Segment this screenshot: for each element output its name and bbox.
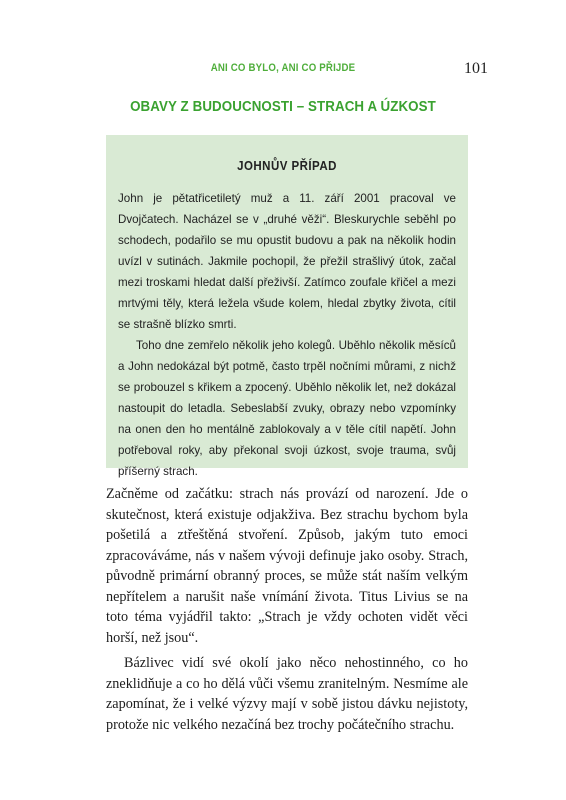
running-title: ANI CO BYLO, ANI CO PŘIJDE [210,62,356,74]
body-paragraph: Bázlivec vidí své okolí jako něco nehostinného, co ho zneklidňuje a co ho dělá vůči všemu zranitelným. Nesmíme ale zapomínat, že i velké výzvy mají v sobě jistou dávku nejistoty, protože nic velkého nezačíná bez trochy počátečního strachu. [106,655,468,733]
case-study-body [118,188,456,482]
case-study-box [106,135,468,478]
case-study-title: JOHNŮV PŘÍPAD [237,159,337,173]
main-text [106,484,468,735]
page-number: 101 [464,60,488,77]
section-title: OBAVY Z BUDOUCNOSTI – STRACH A ÚZKOST [130,99,436,115]
running-header [0,60,566,80]
case-paragraph: Toho dne zemřelo několik jeho kolegů. Uběhlo několik měsíců a John nedokázal být potmě, často trpěl nočními můrami, z nichž se probouzel s křikem a zpocený. Uběhlo několik let, než dokázal nastoupit do letadla. Sebeslabší zvuky, obrazy nebo vzpomínky na onen den ho mentálně zablokovaly a v těle cítil napětí. John potřeboval roky, aby překonal svoji úzkost, svoje trauma, svůj příšerný strach. [118,339,456,478]
case-paragraph: John je pětatřicetiletý muž a 11. září 2001 pracoval ve Dvojčatech. Nacházel se v „druhé věži“. Bleskurychle seběhl po schodech, podařilo se mu opustit budovu a pak na několik hodin uvízl v sutinách. Jakmile pochopil, že přežil strašlivý útok, začal mezi troskami hledat další přeživší. Zatímco zoufale křičel a mezi mrtvými těly, která ležela všude kolem, hledal zbytky života, cítil se strašně blízko smrti. [118,192,456,331]
body-paragraph: Začněme od začátku: strach nás provází od narození. Jde o skutečnost, která existuje odjakživa. Bez strachu bychom byla pošetilá a ztřeštěná stvoření. Způsob, jakým tuto emoci zpracováváme, nás v našem vývoji definuje jako osoby. Strach, původně primární obranný proces, se může stát naším velkým nepřítelem a narušit naše vnímání života. Titus Livius se na toto téma vyjádřil takto: „Strach je vždy ochoten vidět věci horší, než jsou“. [106,486,468,646]
